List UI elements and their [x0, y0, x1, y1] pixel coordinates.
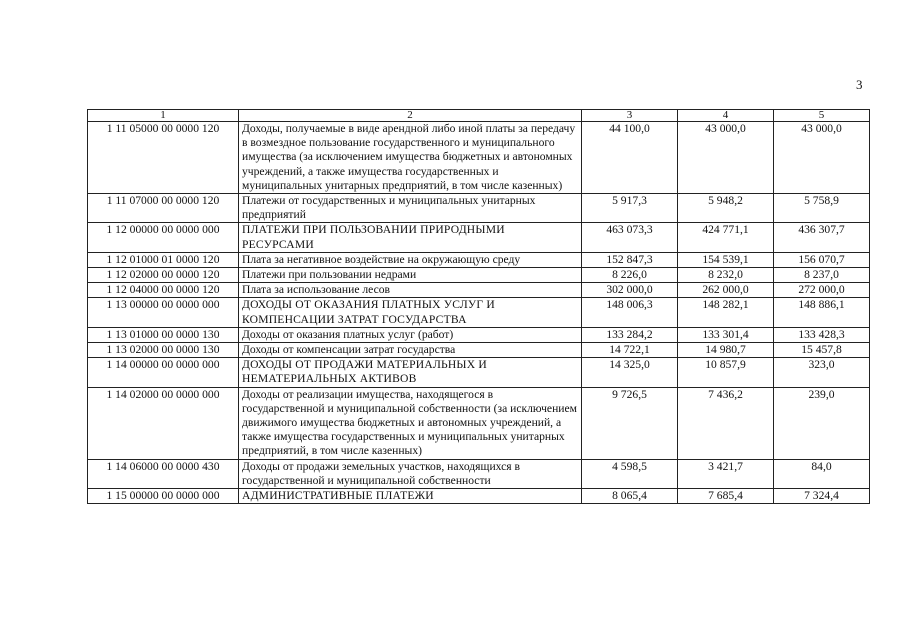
table-row [88, 387, 870, 459]
value-cell-col4: 10 857,9 [678, 358, 774, 387]
code-cell: 1 12 02000 00 0000 120 [88, 268, 239, 283]
page-number: 3 [856, 77, 863, 92]
table-row [88, 268, 870, 283]
value-cell-col5: 15 457,8 [774, 343, 870, 358]
value-cell-col4: 148 282,1 [678, 298, 774, 327]
code-cell: 1 11 05000 00 0000 120 [88, 122, 239, 194]
value-cell-col5: 436 307,7 [774, 223, 870, 252]
table-row [88, 122, 870, 194]
column-header: 1 [88, 110, 239, 122]
name-cell: Доходы от продажи земельных участков, находящихся в государственной и муниципальной собственности [239, 459, 582, 488]
name-cell: Доходы от компенсации затрат государства [239, 343, 582, 358]
name-cell: Доходы от оказания платных услуг (работ) [239, 327, 582, 342]
value-cell-col5: 133 428,3 [774, 327, 870, 342]
column-header: 3 [582, 110, 678, 122]
value-cell-col3: 4 598,5 [582, 459, 678, 488]
value-cell-col5: 239,0 [774, 387, 870, 459]
value-cell-col5: 323,0 [774, 358, 870, 387]
code-cell: 1 14 02000 00 0000 000 [88, 387, 239, 459]
column-header: 5 [774, 110, 870, 122]
code-cell: 1 11 07000 00 0000 120 [88, 194, 239, 223]
value-cell-col4: 8 232,0 [678, 268, 774, 283]
name-cell: Плата за негативное воздействие на окружающую среду [239, 252, 582, 267]
value-cell-col4: 5 948,2 [678, 194, 774, 223]
value-cell-col3: 133 284,2 [582, 327, 678, 342]
table-row [88, 327, 870, 342]
table-row [88, 283, 870, 298]
value-cell-col5: 148 886,1 [774, 298, 870, 327]
value-cell-col3: 14 325,0 [582, 358, 678, 387]
code-cell: 1 13 01000 00 0000 130 [88, 327, 239, 342]
value-cell-col5: 84,0 [774, 459, 870, 488]
table-row [88, 252, 870, 267]
table-header-row [88, 110, 870, 122]
name-cell: ДОХОДЫ ОТ ПРОДАЖИ МАТЕРИАЛЬНЫХ И НЕМАТЕРИАЛЬНЫХ АКТИВОВ [239, 358, 582, 387]
value-cell-col4: 7 685,4 [678, 489, 774, 504]
value-cell-col4: 7 436,2 [678, 387, 774, 459]
value-cell-col5: 7 324,4 [774, 489, 870, 504]
name-cell: Плата за использование лесов [239, 283, 582, 298]
value-cell-col3: 14 722,1 [582, 343, 678, 358]
table-row [88, 343, 870, 358]
value-cell-col5: 156 070,7 [774, 252, 870, 267]
name-cell: Доходы от реализации имущества, находящегося в государственной и муниципальной собственности (за исключением движимого имущества бюджетных и автономных учреждений, а также имущества государственных и муниципальных унитарных предприятий, в том числе казенных) [239, 387, 582, 459]
code-cell: 1 13 00000 00 0000 000 [88, 298, 239, 327]
name-cell: ДОХОДЫ ОТ ОКАЗАНИЯ ПЛАТНЫХ УСЛУГ И КОМПЕНСАЦИИ ЗАТРАТ ГОСУДАРСТВА [239, 298, 582, 327]
value-cell-col3: 8 065,4 [582, 489, 678, 504]
value-cell-col3: 8 226,0 [582, 268, 678, 283]
value-cell-col3: 44 100,0 [582, 122, 678, 194]
name-cell: Платежи при пользовании недрами [239, 268, 582, 283]
code-cell: 1 12 04000 00 0000 120 [88, 283, 239, 298]
value-cell-col3: 463 073,3 [582, 223, 678, 252]
value-cell-col4: 43 000,0 [678, 122, 774, 194]
name-cell: Платежи от государственных и муниципальных унитарных предприятий [239, 194, 582, 223]
revenue-table [87, 109, 870, 504]
value-cell-col4: 133 301,4 [678, 327, 774, 342]
value-cell-col3: 152 847,3 [582, 252, 678, 267]
table-row [88, 358, 870, 387]
table-row [88, 298, 870, 327]
value-cell-col4: 14 980,7 [678, 343, 774, 358]
name-cell: ПЛАТЕЖИ ПРИ ПОЛЬЗОВАНИИ ПРИРОДНЫМИ РЕСУРСАМИ [239, 223, 582, 252]
table-row [88, 194, 870, 223]
table-row [88, 459, 870, 488]
code-cell: 1 12 00000 00 0000 000 [88, 223, 239, 252]
code-cell: 1 12 01000 01 0000 120 [88, 252, 239, 267]
table-row [88, 223, 870, 252]
value-cell-col4: 424 771,1 [678, 223, 774, 252]
value-cell-col5: 8 237,0 [774, 268, 870, 283]
code-cell: 1 15 00000 00 0000 000 [88, 489, 239, 504]
value-cell-col3: 5 917,3 [582, 194, 678, 223]
value-cell-col3: 302 000,0 [582, 283, 678, 298]
name-cell: АДМИНИСТРАТИВНЫЕ ПЛАТЕЖИ [239, 489, 582, 504]
name-cell: Доходы, получаемые в виде арендной либо иной платы за передачу в возмездное пользование государственного и муниципального имущества (за исключением имущества бюджетных и автономных учреждений, а также имущества государственных и муниципальных унитарных предприятий, в том числе казенных) [239, 122, 582, 194]
column-header: 4 [678, 110, 774, 122]
column-header: 2 [239, 110, 582, 122]
code-cell: 1 14 06000 00 0000 430 [88, 459, 239, 488]
value-cell-col5: 272 000,0 [774, 283, 870, 298]
code-cell: 1 14 00000 00 0000 000 [88, 358, 239, 387]
value-cell-col3: 148 006,3 [582, 298, 678, 327]
value-cell-col3: 9 726,5 [582, 387, 678, 459]
value-cell-col4: 3 421,7 [678, 459, 774, 488]
value-cell-col4: 262 000,0 [678, 283, 774, 298]
value-cell-col4: 154 539,1 [678, 252, 774, 267]
code-cell: 1 13 02000 00 0000 130 [88, 343, 239, 358]
value-cell-col5: 5 758,9 [774, 194, 870, 223]
table-row [88, 489, 870, 504]
value-cell-col5: 43 000,0 [774, 122, 870, 194]
